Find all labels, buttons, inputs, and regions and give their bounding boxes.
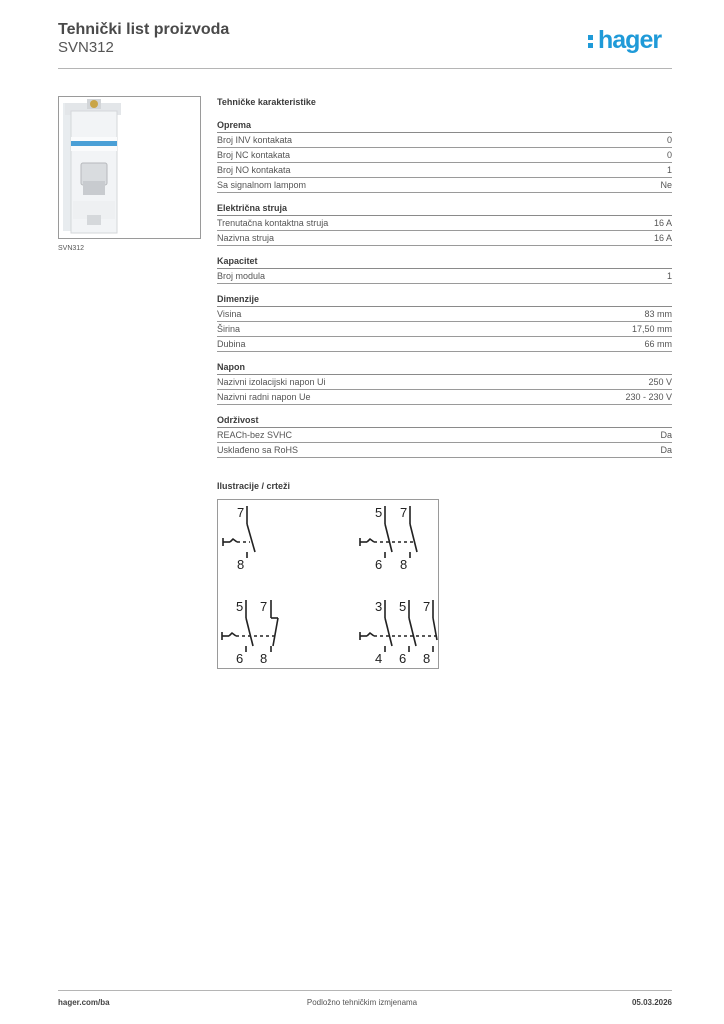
terminal-label: 4 bbox=[375, 651, 383, 666]
terminal-label: 8 bbox=[423, 651, 431, 666]
row-value: 230 - 230 V bbox=[625, 392, 672, 402]
table-row bbox=[217, 163, 672, 178]
group-title: Oprema bbox=[217, 119, 672, 133]
table-row bbox=[217, 133, 672, 148]
table-row bbox=[217, 216, 672, 231]
spec-group-dimenzije bbox=[217, 293, 672, 352]
row-value: Ne bbox=[660, 180, 672, 190]
logo-text: hager bbox=[598, 26, 662, 54]
group-title: Napon bbox=[217, 361, 672, 375]
footer-divider bbox=[58, 990, 672, 991]
table-row bbox=[217, 307, 672, 322]
row-label: Broj NO kontakata bbox=[217, 165, 291, 175]
table-row bbox=[217, 337, 672, 352]
group-title: Električna struja bbox=[217, 202, 672, 216]
spec-group-napon bbox=[217, 361, 672, 405]
table-row bbox=[217, 178, 672, 193]
row-value: 250 V bbox=[648, 377, 672, 387]
terminal-label: 5 bbox=[236, 599, 244, 614]
illustrations-title: Ilustracije / crteži bbox=[217, 481, 291, 491]
row-label: REACh-bez SVHC bbox=[217, 430, 293, 440]
footer-website[interactable]: hager.com/ba bbox=[58, 998, 110, 1007]
terminal-label: 6 bbox=[399, 651, 407, 666]
terminal-label: 7 bbox=[400, 505, 408, 520]
spec-group-odrzivost bbox=[217, 414, 672, 458]
spec-group-kapacitet bbox=[217, 255, 672, 284]
table-row bbox=[217, 375, 672, 390]
terminal-label: 7 bbox=[260, 599, 268, 614]
row-label: Trenutačna kontaktna struja bbox=[217, 218, 329, 228]
terminal-label: 7 bbox=[423, 599, 431, 614]
terminal-label: 8 bbox=[400, 557, 408, 572]
diagram-4 bbox=[360, 599, 437, 666]
row-value: 66 mm bbox=[644, 339, 672, 349]
spec-table bbox=[217, 95, 672, 467]
logo-dots bbox=[588, 35, 594, 51]
row-value: 16 A bbox=[653, 218, 672, 228]
hager-logo bbox=[588, 26, 678, 58]
row-value: 17,50 mm bbox=[631, 324, 672, 334]
row-label: Dubina bbox=[217, 339, 246, 349]
row-value: Da bbox=[660, 430, 672, 440]
terminal-label: 8 bbox=[237, 557, 245, 572]
terminal-label: 6 bbox=[375, 557, 383, 572]
diagram-2 bbox=[360, 505, 417, 572]
table-row bbox=[217, 231, 672, 246]
row-label: Sa signalnom lampom bbox=[217, 180, 307, 190]
row-label: Broj NC kontakata bbox=[217, 150, 291, 160]
terminal-label: 6 bbox=[236, 651, 244, 666]
row-value: 1 bbox=[666, 271, 672, 281]
page-title: Tehnički list proizvoda bbox=[58, 21, 230, 38]
row-label: Nazivni izolacijski napon Ui bbox=[217, 377, 326, 387]
table-row bbox=[217, 390, 672, 405]
footer-notice: Podložno tehničkim izmjenama bbox=[306, 998, 418, 1007]
product-photo bbox=[58, 96, 201, 239]
spec-group-oprema bbox=[217, 119, 672, 193]
breaker-illustration bbox=[59, 97, 200, 238]
spec-title: Tehničke karakteristike bbox=[217, 97, 316, 107]
group-title: Dimenzije bbox=[217, 293, 672, 307]
header-divider bbox=[58, 68, 672, 69]
diagram-1 bbox=[223, 505, 255, 572]
terminal-label: 8 bbox=[260, 651, 268, 666]
row-label: Nazivna struja bbox=[217, 233, 275, 243]
table-row bbox=[217, 269, 672, 284]
table-row bbox=[217, 428, 672, 443]
row-label: Broj INV kontakata bbox=[217, 135, 293, 145]
terminal-label: 5 bbox=[399, 599, 407, 614]
row-value: 1 bbox=[666, 165, 672, 175]
row-label: Usklađeno sa RoHS bbox=[217, 445, 299, 455]
row-label: Visina bbox=[217, 309, 242, 319]
wiring-diagrams bbox=[217, 499, 439, 669]
row-value: Da bbox=[660, 445, 672, 455]
terminal-label: 5 bbox=[375, 505, 383, 520]
diagram-3 bbox=[222, 599, 278, 666]
terminal-label: 7 bbox=[237, 505, 245, 520]
row-label: Broj modula bbox=[217, 271, 266, 281]
product-code: SVN312 bbox=[58, 39, 114, 56]
row-value: 16 A bbox=[653, 233, 672, 243]
table-row bbox=[217, 443, 672, 458]
group-title: Održivost bbox=[217, 414, 672, 428]
row-label: Nazivni radni napon Ue bbox=[217, 392, 311, 402]
wiring-diagrams-svg bbox=[218, 500, 438, 668]
group-title: Kapacitet bbox=[217, 255, 672, 269]
table-row bbox=[217, 322, 672, 337]
spec-group-struja bbox=[217, 202, 672, 246]
terminal-label: 3 bbox=[375, 599, 383, 614]
row-value: 83 mm bbox=[644, 309, 672, 319]
row-label: Širina bbox=[217, 324, 241, 334]
row-value: 0 bbox=[666, 135, 672, 145]
footer-date: 05.03.2026 bbox=[631, 998, 672, 1007]
photo-caption: SVN312 bbox=[58, 245, 85, 252]
row-value: 0 bbox=[666, 150, 672, 160]
table-row bbox=[217, 148, 672, 163]
